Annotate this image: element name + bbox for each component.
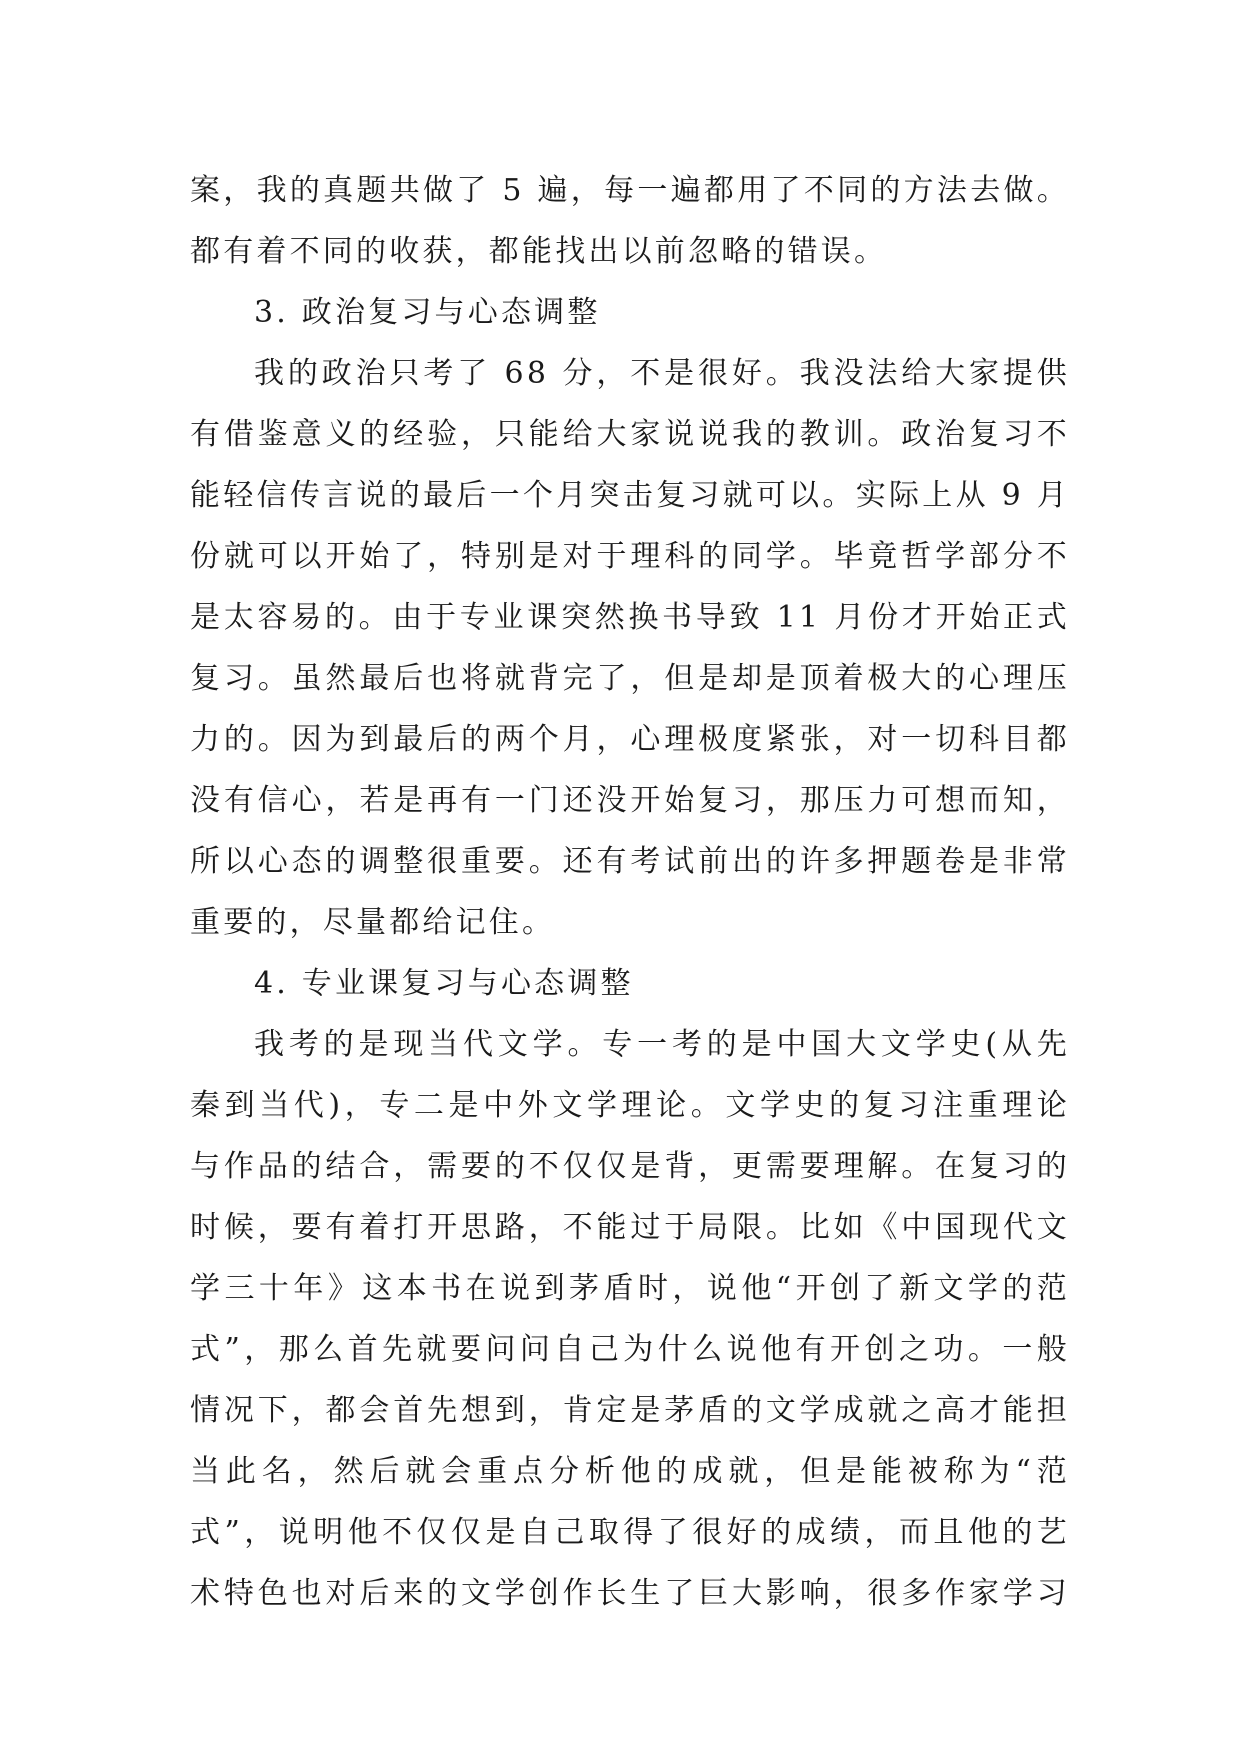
text-line: 有借鉴意义的经验，只能给大家说说我的教训。政治复习不 <box>190 417 1070 452</box>
text-line: 情况下，都会首先想到，肯定是茅盾的文学成就之高才能担 <box>190 1393 1070 1428</box>
text-line: 重要的，尽量都给记住。 <box>190 905 556 940</box>
text-line: 时候，要有着打开思路，不能过于局限。比如《中国现代文 <box>190 1210 1070 1245</box>
text-line: 力的。因为到最后的两个月，心理极度紧张，对一切科目都 <box>190 722 1070 757</box>
text-line: 与作品的结合，需要的不仅仅是背，更需要理解。在复习的 <box>190 1149 1070 1184</box>
text-line: 复习。虽然最后也将就背完了，但是却是顶着极大的心理压 <box>190 661 1070 696</box>
text-line: 都有着不同的收获，都能找出以前忽略的错误。 <box>190 234 888 269</box>
text-line: 秦到当代)，专二是中外文学理论。文学史的复习注重理论 <box>190 1088 1070 1123</box>
section-heading: 4. 专业课复习与心态调整 <box>254 966 634 1001</box>
text-line: 能轻信传言说的最后一个月突击复习就可以。实际上从 9 月 <box>190 478 1070 513</box>
text-line: 没有信心，若是再有一门还没开始复习，那压力可想而知， <box>190 783 1070 818</box>
body-text <box>190 160 1070 1624</box>
text-line: 份就可以开始了，特别是对于理科的同学。毕竟哲学部分不 <box>190 539 1070 574</box>
text-line: 术特色也对后来的文学创作长生了巨大影响，很多作家学习 <box>190 1576 1070 1611</box>
text-line: 式”，那么首先就要问问自己为什么说他有开创之功。一般 <box>190 1332 1070 1367</box>
text-line: 我考的是现当代文学。专一考的是中国大文学史(从先 <box>254 1027 1070 1062</box>
text-line: 是太容易的。由于专业课突然换书导致 11 月份才开始正式 <box>190 600 1070 635</box>
section-heading: 3. 政治复习与心态调整 <box>254 295 601 330</box>
text-line: 当此名，然后就会重点分析他的成就，但是能被称为“范 <box>190 1454 1070 1489</box>
text-line: 学三十年》这本书在说到茅盾时，说他“开创了新文学的范 <box>190 1271 1070 1306</box>
text-line: 案，我的真题共做了 5 遍，每一遍都用了不同的方法去做。 <box>190 173 1070 208</box>
text-line: 我的政治只考了 68 分，不是很好。我没法给大家提供 <box>254 356 1070 391</box>
text-line: 所以心态的调整很重要。还有考试前出的许多押题卷是非常 <box>190 844 1070 879</box>
text-line: 式”，说明他不仅仅是自己取得了很好的成绩，而且他的艺 <box>190 1515 1070 1550</box>
